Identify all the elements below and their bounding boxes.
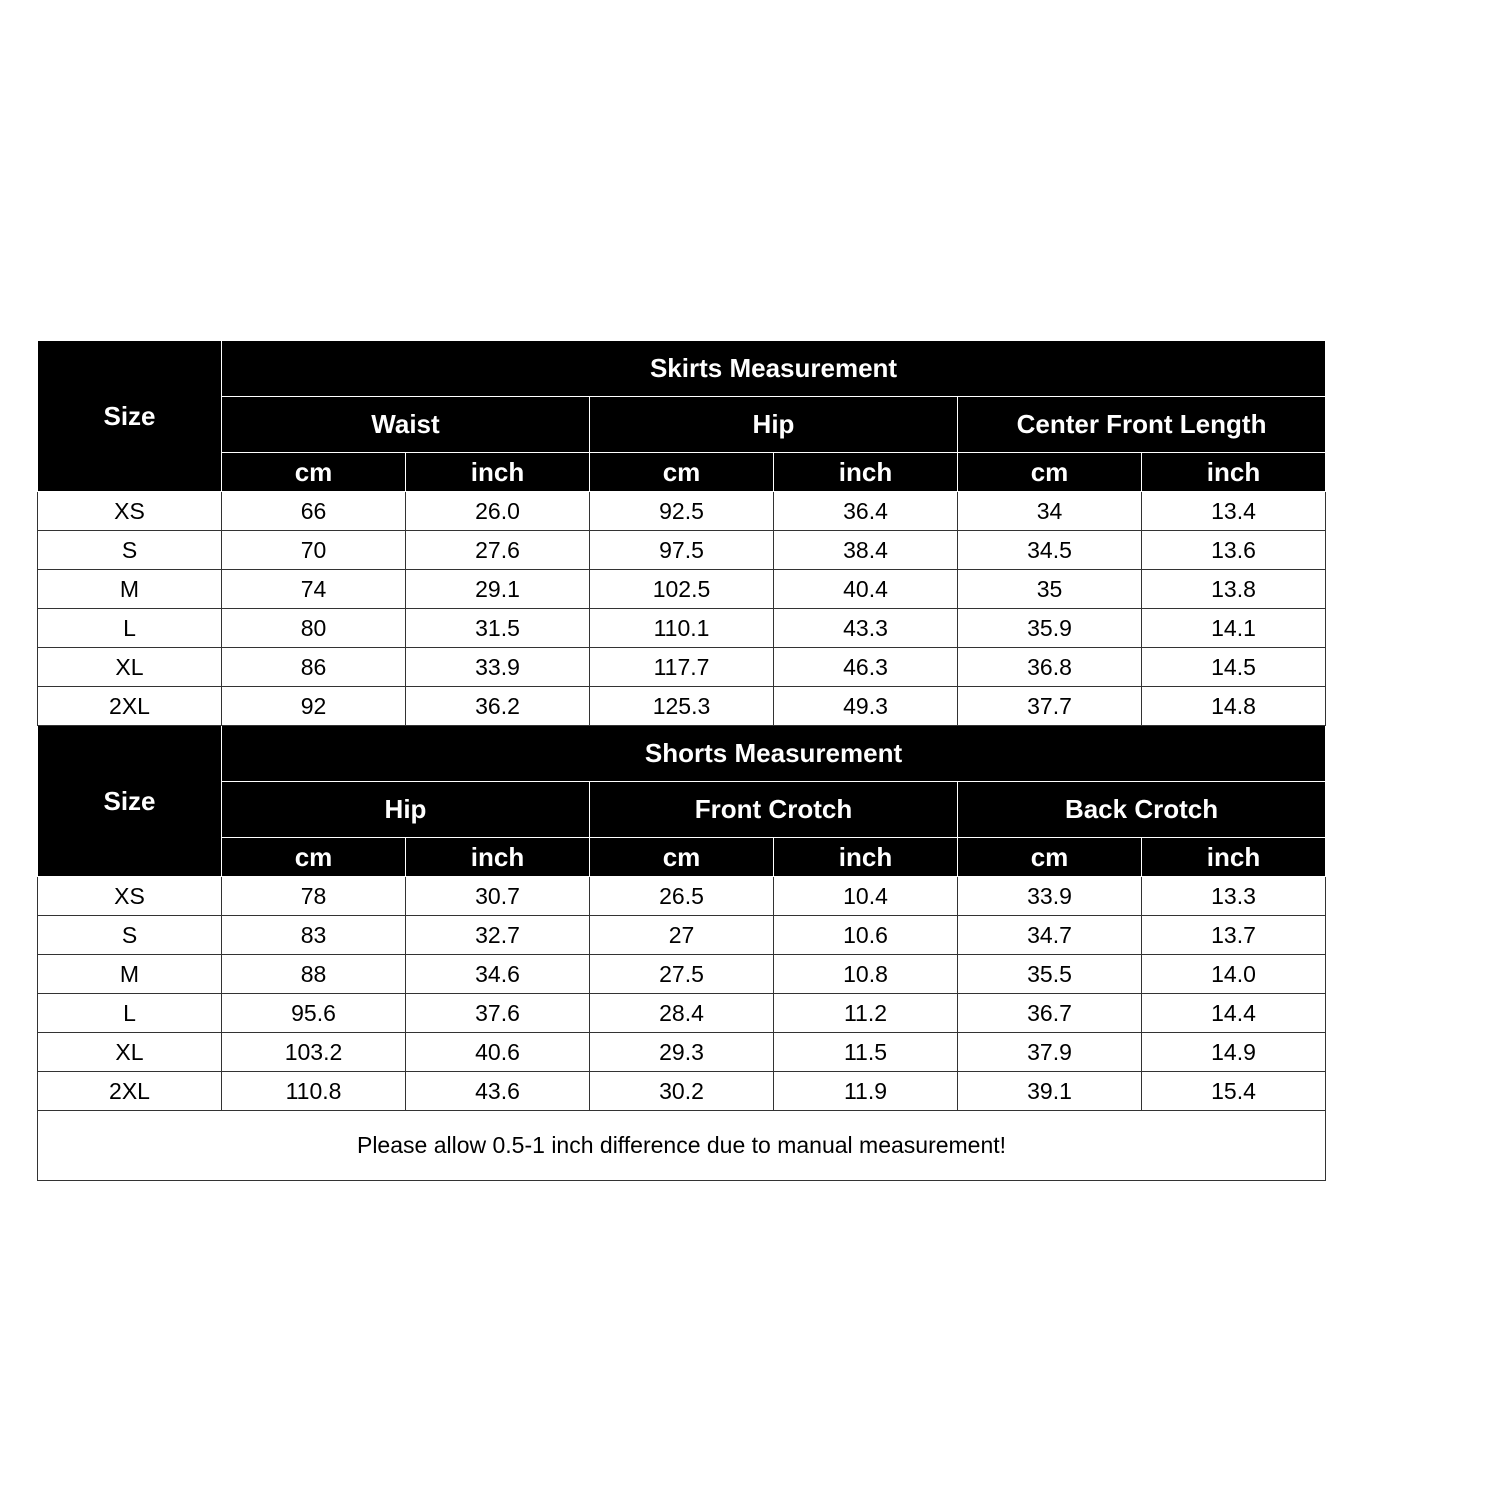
table-row	[38, 1072, 1326, 1111]
unit-inch-header: inch	[774, 453, 958, 492]
unit-cm-header: cm	[222, 453, 406, 492]
value-cell: 37.9	[958, 1033, 1142, 1072]
skirts-title: Skirts Measurement	[222, 341, 1326, 397]
unit-cm-header: cm	[958, 453, 1142, 492]
value-cell: 30.7	[406, 877, 590, 916]
value-cell: 78	[222, 877, 406, 916]
shorts-group-header: Hip	[222, 782, 590, 838]
value-cell: 11.5	[774, 1033, 958, 1072]
table-row	[38, 492, 1326, 531]
value-cell: 39.1	[958, 1072, 1142, 1111]
value-cell: 83	[222, 916, 406, 955]
value-cell: 13.3	[1142, 877, 1326, 916]
size-cell: S	[38, 531, 222, 570]
value-cell: 14.4	[1142, 994, 1326, 1033]
value-cell: 10.8	[774, 955, 958, 994]
skirts-group-header: Center Front Length	[958, 397, 1326, 453]
value-cell: 36.8	[958, 648, 1142, 687]
size-cell: L	[38, 994, 222, 1033]
table-row	[38, 687, 1326, 726]
shorts-unit-row	[38, 838, 1326, 877]
value-cell: 29.3	[590, 1033, 774, 1072]
value-cell: 125.3	[590, 687, 774, 726]
value-cell: 26.0	[406, 492, 590, 531]
value-cell: 36.2	[406, 687, 590, 726]
value-cell: 80	[222, 609, 406, 648]
value-cell: 29.1	[406, 570, 590, 609]
value-cell: 13.6	[1142, 531, 1326, 570]
value-cell: 49.3	[774, 687, 958, 726]
value-cell: 74	[222, 570, 406, 609]
size-cell: 2XL	[38, 1072, 222, 1111]
shorts-group-header: Front Crotch	[590, 782, 958, 838]
size-chart-table	[37, 340, 1326, 1181]
unit-cm-header: cm	[958, 838, 1142, 877]
size-cell: S	[38, 916, 222, 955]
table-row	[38, 1033, 1326, 1072]
unit-cm-header: cm	[222, 838, 406, 877]
value-cell: 36.7	[958, 994, 1142, 1033]
unit-inch-header: inch	[1142, 453, 1326, 492]
unit-inch-header: inch	[406, 838, 590, 877]
value-cell: 14.0	[1142, 955, 1326, 994]
value-cell: 10.4	[774, 877, 958, 916]
skirts-group-header: Waist	[222, 397, 590, 453]
table-row	[38, 994, 1326, 1033]
value-cell: 88	[222, 955, 406, 994]
value-cell: 35.5	[958, 955, 1142, 994]
table-row	[38, 570, 1326, 609]
table-row	[38, 955, 1326, 994]
table-row	[38, 877, 1326, 916]
value-cell: 86	[222, 648, 406, 687]
shorts-group-header: Back Crotch	[958, 782, 1326, 838]
value-cell: 10.6	[774, 916, 958, 955]
value-cell: 14.8	[1142, 687, 1326, 726]
skirts-group-row	[38, 397, 1326, 453]
skirts-group-header: Hip	[590, 397, 958, 453]
value-cell: 70	[222, 531, 406, 570]
value-cell: 103.2	[222, 1033, 406, 1072]
value-cell: 34.5	[958, 531, 1142, 570]
value-cell: 95.6	[222, 994, 406, 1033]
value-cell: 27.5	[590, 955, 774, 994]
value-cell: 102.5	[590, 570, 774, 609]
shorts-title-row	[38, 726, 1326, 782]
size-cell: L	[38, 609, 222, 648]
value-cell: 31.5	[406, 609, 590, 648]
value-cell: 66	[222, 492, 406, 531]
value-cell: 46.3	[774, 648, 958, 687]
size-cell: M	[38, 570, 222, 609]
table-row	[38, 916, 1326, 955]
value-cell: 37.6	[406, 994, 590, 1033]
size-cell: XS	[38, 877, 222, 916]
value-cell: 27	[590, 916, 774, 955]
value-cell: 13.4	[1142, 492, 1326, 531]
value-cell: 14.9	[1142, 1033, 1326, 1072]
value-cell: 33.9	[406, 648, 590, 687]
value-cell: 28.4	[590, 994, 774, 1033]
size-cell: XL	[38, 1033, 222, 1072]
value-cell: 38.4	[774, 531, 958, 570]
size-cell: XS	[38, 492, 222, 531]
skirts-unit-row	[38, 453, 1326, 492]
value-cell: 110.1	[590, 609, 774, 648]
size-cell: XL	[38, 648, 222, 687]
skirts-title-row	[38, 341, 1326, 397]
value-cell: 34.7	[958, 916, 1142, 955]
unit-inch-header: inch	[406, 453, 590, 492]
size-cell: 2XL	[38, 687, 222, 726]
value-cell: 11.2	[774, 994, 958, 1033]
measurement-note: Please allow 0.5-1 inch difference due to manual measurement!	[38, 1111, 1326, 1181]
value-cell: 15.4	[1142, 1072, 1326, 1111]
value-cell: 92.5	[590, 492, 774, 531]
value-cell: 43.6	[406, 1072, 590, 1111]
value-cell: 36.4	[774, 492, 958, 531]
value-cell: 14.1	[1142, 609, 1326, 648]
unit-cm-header: cm	[590, 453, 774, 492]
table-row	[38, 648, 1326, 687]
value-cell: 13.8	[1142, 570, 1326, 609]
size-cell: M	[38, 955, 222, 994]
value-cell: 43.3	[774, 609, 958, 648]
value-cell: 27.6	[406, 531, 590, 570]
unit-inch-header: inch	[774, 838, 958, 877]
unit-inch-header: inch	[1142, 838, 1326, 877]
value-cell: 13.7	[1142, 916, 1326, 955]
value-cell: 117.7	[590, 648, 774, 687]
value-cell: 34.6	[406, 955, 590, 994]
value-cell: 40.4	[774, 570, 958, 609]
value-cell: 26.5	[590, 877, 774, 916]
table-row	[38, 609, 1326, 648]
value-cell: 92	[222, 687, 406, 726]
note-row	[38, 1111, 1326, 1181]
skirts-size-header: Size	[38, 341, 222, 492]
value-cell: 14.5	[1142, 648, 1326, 687]
value-cell: 34	[958, 492, 1142, 531]
value-cell: 35	[958, 570, 1142, 609]
value-cell: 30.2	[590, 1072, 774, 1111]
value-cell: 110.8	[222, 1072, 406, 1111]
value-cell: 11.9	[774, 1072, 958, 1111]
value-cell: 35.9	[958, 609, 1142, 648]
shorts-size-header: Size	[38, 726, 222, 877]
value-cell: 32.7	[406, 916, 590, 955]
value-cell: 37.7	[958, 687, 1142, 726]
value-cell: 97.5	[590, 531, 774, 570]
shorts-title: Shorts Measurement	[222, 726, 1326, 782]
table-row	[38, 531, 1326, 570]
value-cell: 40.6	[406, 1033, 590, 1072]
unit-cm-header: cm	[590, 838, 774, 877]
value-cell: 33.9	[958, 877, 1142, 916]
shorts-group-row	[38, 782, 1326, 838]
